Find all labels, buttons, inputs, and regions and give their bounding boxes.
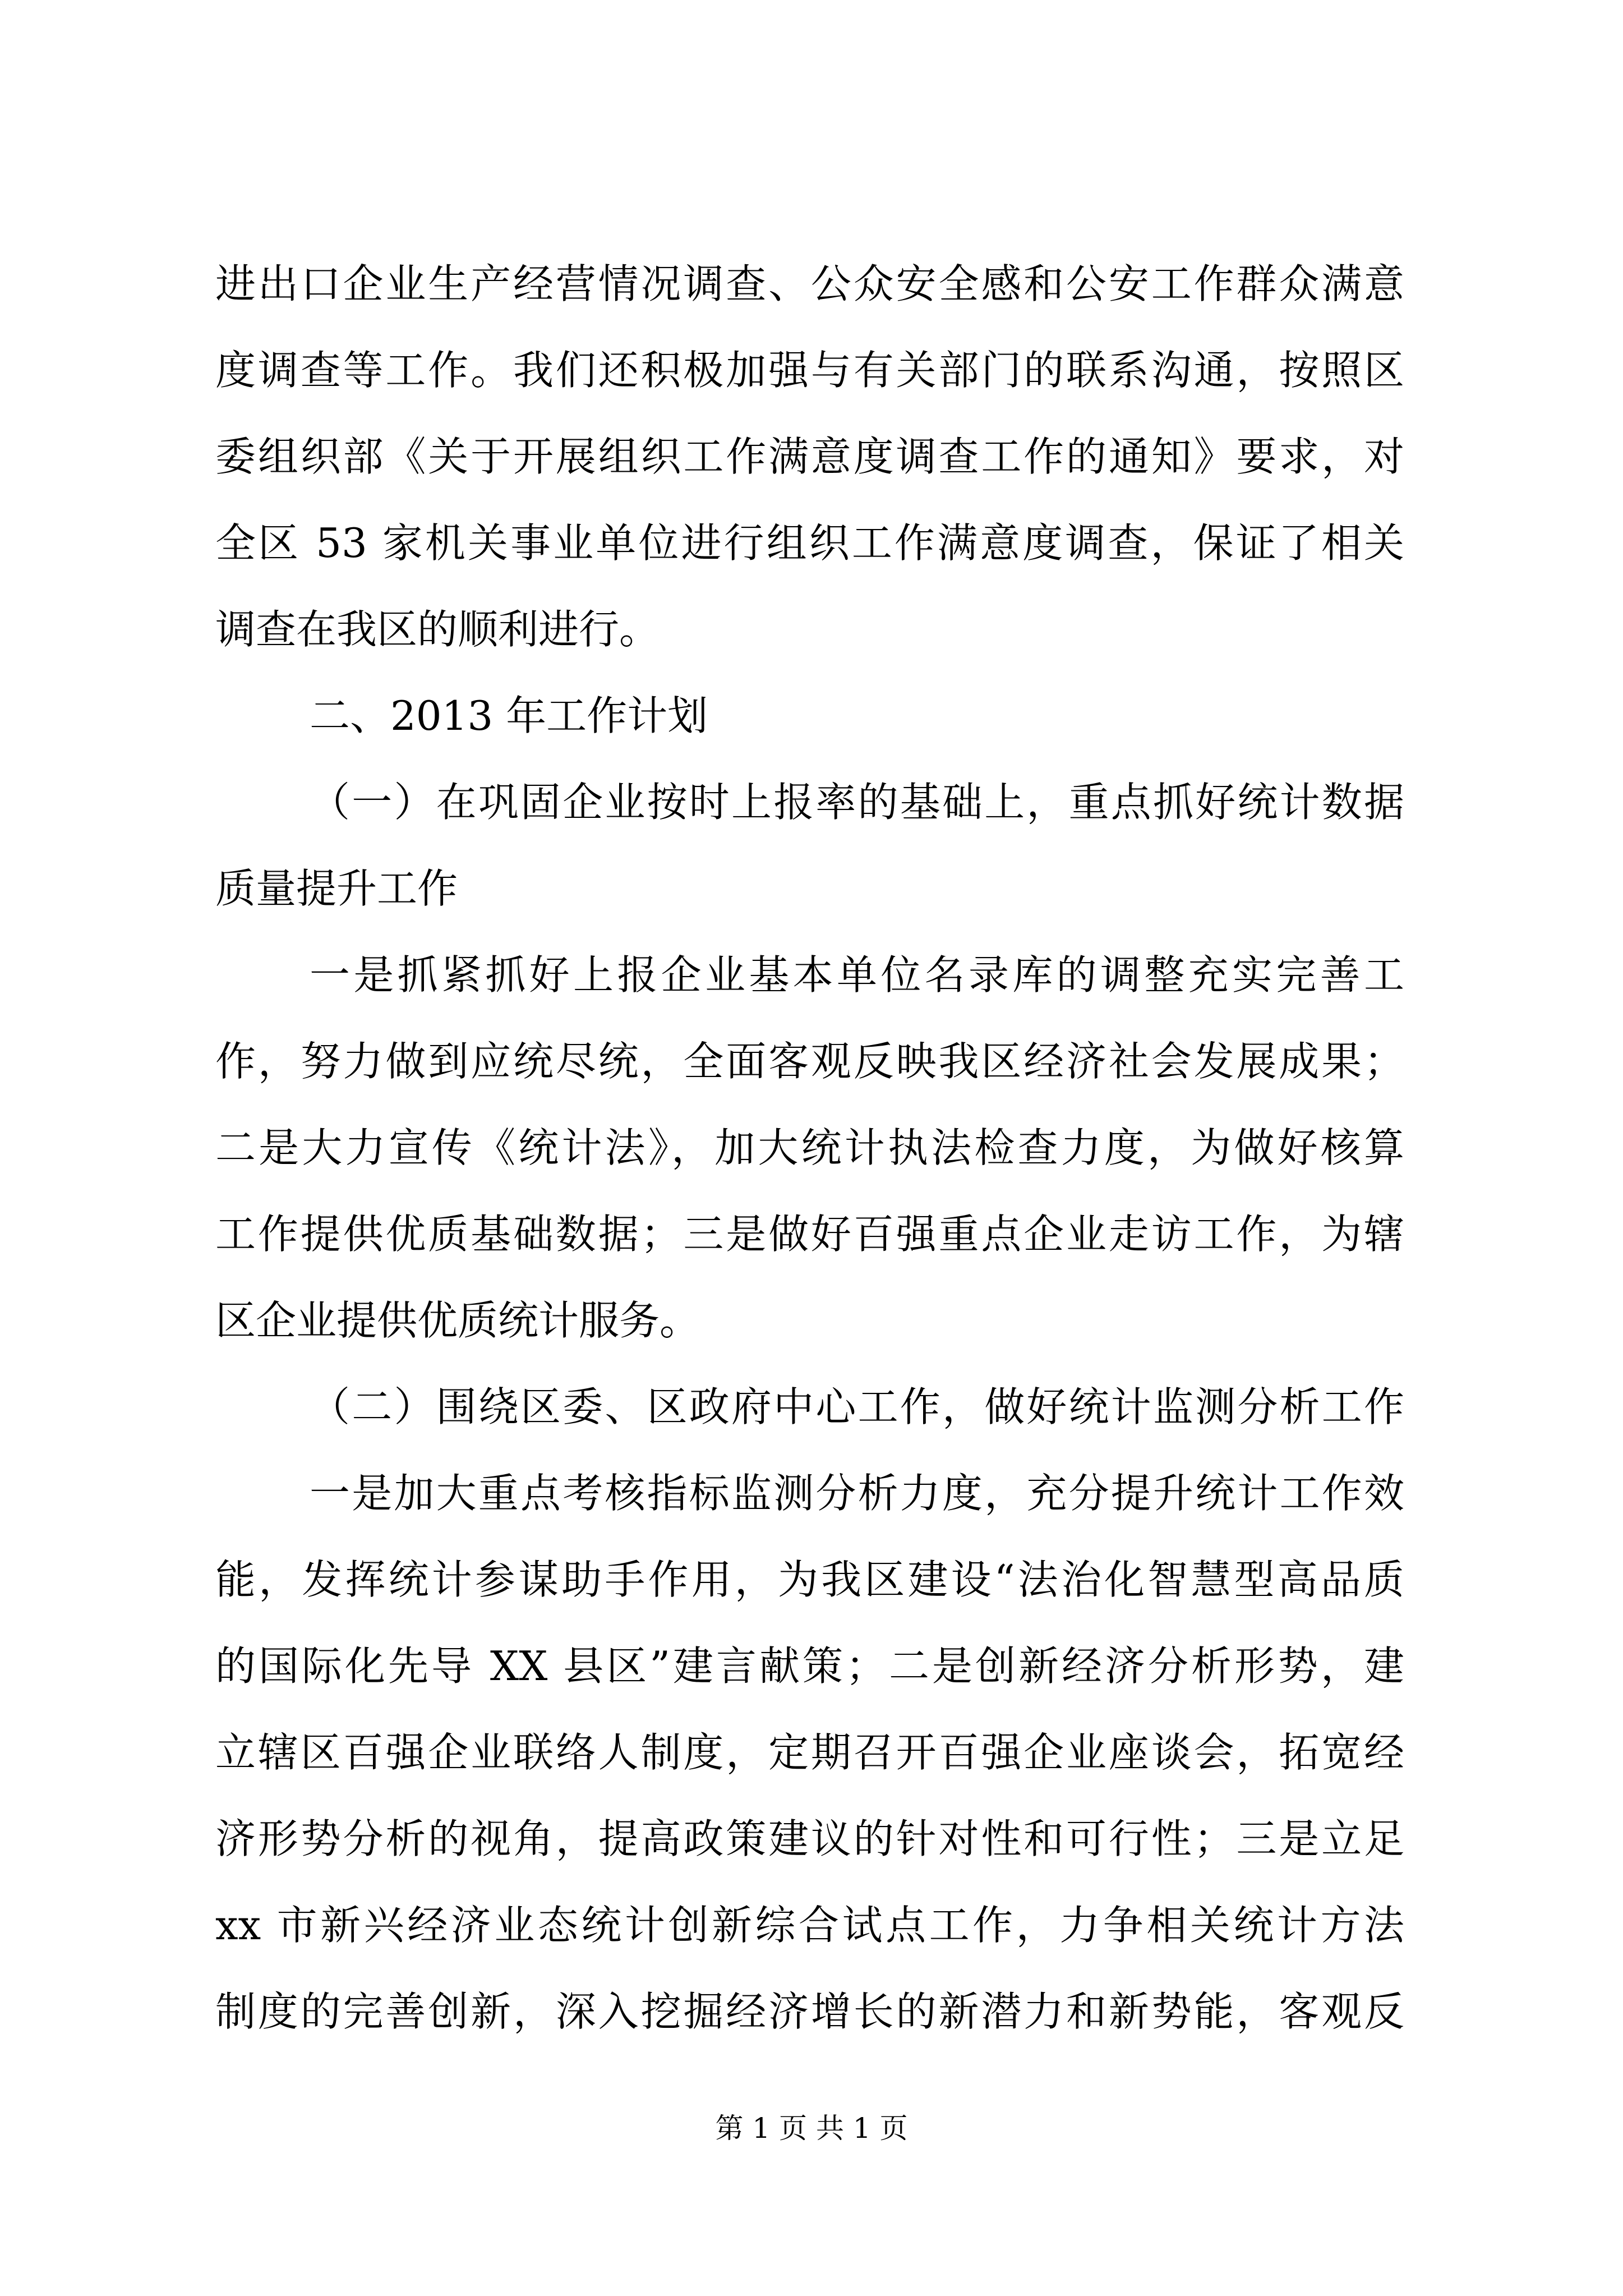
subsection-heading: （二）围绕区委、区政府中心工作，做好统计监测分析工作 [310, 1383, 1404, 1430]
text-line: 质量提升工作 [215, 865, 458, 912]
text-line: 的国际化先导 XX 县区”建言献策；二是创新经济分析形势，建 [215, 1642, 1404, 1690]
text-line: 能，发挥统计参谋助手作用，为我区建设“法治化智慧型高品质 [215, 1556, 1404, 1603]
paragraph-first-line: 一是抓紧抓好上报企业基本单位名录库的调整充实完善工 [310, 951, 1404, 999]
text-line: 全区 53 家机关事业单位进行组织工作满意度调查，保证了相关 [215, 519, 1404, 567]
page-number-footer: 第 1 页 共 1 页 [715, 2112, 908, 2145]
text-line: 度调查等工作。我们还积极加强与有关部门的联系沟通，按照区 [215, 347, 1404, 394]
text-line: 调查在我区的顺利进行。 [215, 606, 660, 653]
text-line: 委组织部《关于开展组织工作满意度调查工作的通知》要求，对 [215, 433, 1404, 480]
text-line: xx 市新兴经济业态统计创新综合试点工作，力争相关统计方法 [215, 1902, 1404, 1949]
text-line: 二是大力宣传《统计法》，加大统计执法检查力度，为做好核算 [215, 1124, 1404, 1171]
text-line: 区企业提供优质统计服务。 [215, 1297, 700, 1344]
section-heading: 二、2013 年工作计划 [310, 692, 708, 739]
subsection-heading: （一）在巩固企业按时上报率的基础上，重点抓好统计数据 [310, 779, 1404, 826]
text-line: 工作提供优质基础数据；三是做好百强重点企业走访工作，为辖 [215, 1211, 1404, 1258]
text-line: 立辖区百强企业联络人制度，定期召开百强企业座谈会，拓宽经 [215, 1729, 1404, 1776]
text-line: 作，努力做到应统尽统，全面客观反映我区经济社会发展成果； [215, 1038, 1404, 1085]
text-line: 济形势分析的视角，提高政策建议的针对性和可行性；三是立足 [215, 1815, 1404, 1862]
text-line: 制度的完善创新，深入挖掘经济增长的新潜力和新势能，客观反 [215, 1988, 1404, 2035]
paragraph-first-line: 一是加大重点考核指标监测分析力度，充分提升统计工作效 [310, 1470, 1404, 1517]
text-line: 进出口企业生产经营情况调查、公众安全感和公安工作群众满意 [215, 260, 1404, 307]
